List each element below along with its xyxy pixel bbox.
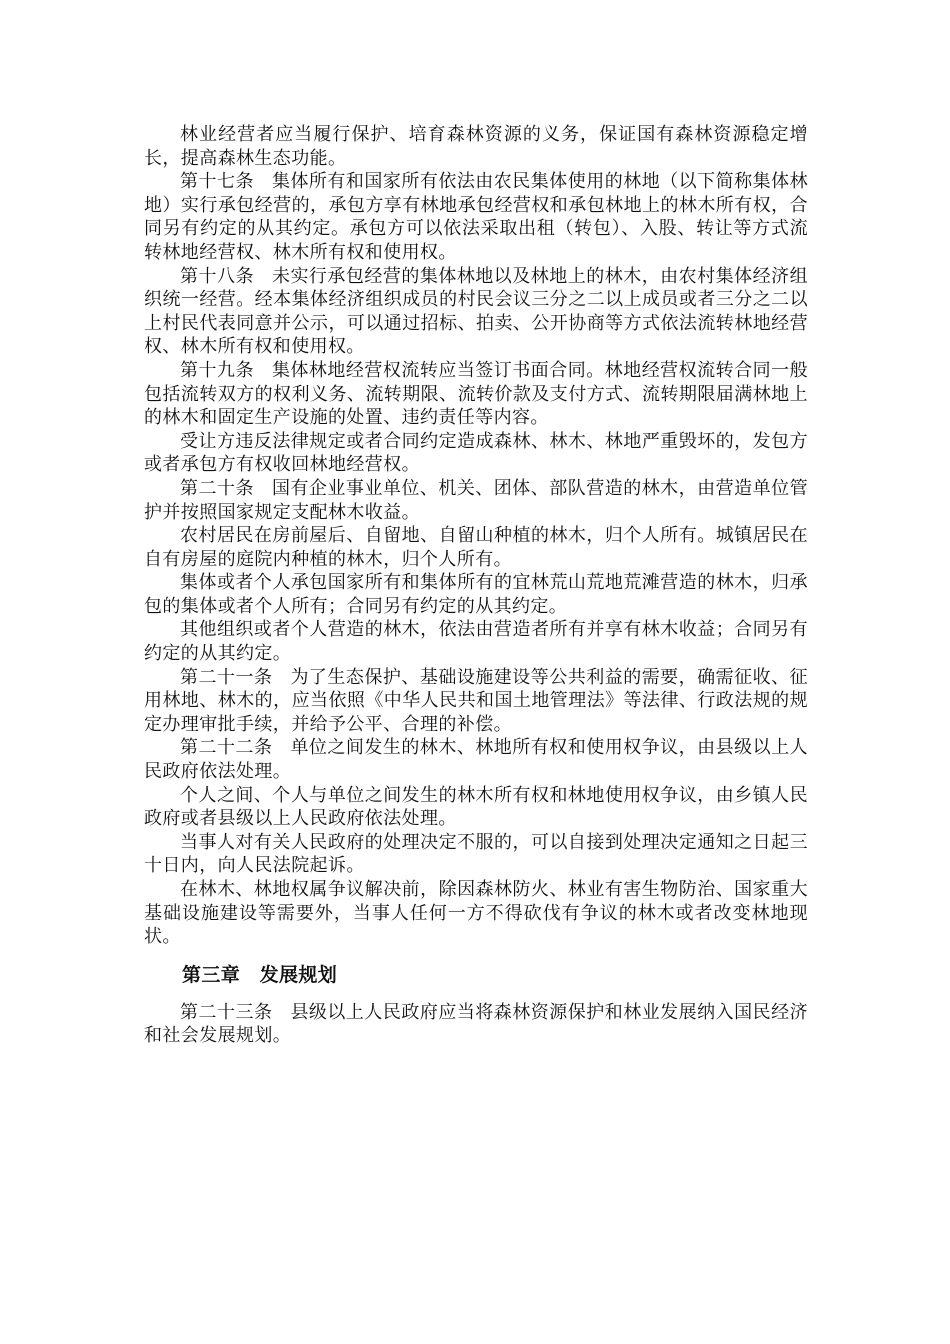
paragraph: [144, 265, 808, 359]
paragraph: [144, 878, 808, 949]
chapter-heading: 第三章 发展规划: [182, 963, 338, 986]
paragraph-text: 其他组织或者个人营造的林木，依法由营造者所有并享有林木收益；合同另有约定的从其约定。: [144, 619, 808, 665]
article-label: 第十八条: [180, 265, 254, 287]
paragraph-text: 林业经营者应当履行保护、培育森林资源的义务，保证国有森林资源稳定增长，提高森林生态功能。: [144, 124, 808, 169]
document-page: [144, 123, 808, 1048]
paragraph-text: 集体所有和国家所有依法由农民集体使用的林地（以下简称集体林地）实行承包经营的，承包方享有林地承包经营权和承包林地上的林木所有权，合同另有约定的从其约定。承包方可以依法采取出租（转包）、入股、转让等方式流转林地经营权、林木所有权和使用权。: [144, 171, 808, 263]
article-label: 第二十一条: [180, 666, 273, 688]
paragraph-text: 集体林地经营权流转应当签订书面合同。林地经营权流转合同一般包括流转双方的权利义务、流转期限、流转价款及支付方式、流转期限届满林地上的林木和固定生产设施的处置、违约责任等内容。: [144, 359, 808, 429]
paragraph: [144, 524, 808, 571]
paragraph: [144, 123, 808, 170]
paragraph-text: 个人之间、个人与单位之间发生的林木所有权和林地使用权争议，由乡镇人民政府或者县级以上人民政府依法处理。: [144, 784, 808, 830]
paragraph: [144, 831, 808, 878]
section-after: [144, 1001, 808, 1048]
paragraph-text: 农村居民在房前屋后、自留地、自留山种植的林木，归个人所有。城镇居民在自有房屋的庭院内种植的林木，归个人所有。: [144, 525, 808, 570]
paragraph: [144, 736, 808, 783]
paragraph-text: 在林木、林地权属争议解决前，除因森林防火、林业有害生物防治、国家重大基础设施建设等需要外，当事人任何一方不得砍伐有争议的林木或者改变林地现状。: [144, 879, 808, 948]
article-label: 第二十三条: [180, 1001, 273, 1023]
paragraph-text: 单位之间发生的林木、林地所有权和使用权争议，由县级以上人民政府依法处理。: [144, 737, 808, 783]
paragraph-text: 国有企业事业单位、机关、团体、部队营造的林木，由营造单位管护并按照国家规定支配林木收益。: [144, 477, 808, 523]
paragraph-text: 未实行承包经营的集体林地以及林地上的林木，由农村集体经济组织统一经营。经本集体经济组织成员的村民会议三分之二以上成员或者三分之二以上村民代表同意并公示，可以通过招标、拍卖、公开协商等方式依法流转林地经营权、林木所有权和使用权。: [144, 265, 808, 358]
paragraph-text: 县级以上人民政府应当将森林资源保护和林业发展纳入国民经济和社会发展规划。: [144, 1001, 808, 1047]
paragraph: [144, 666, 808, 737]
paragraph: [144, 359, 808, 430]
paragraph: [144, 170, 808, 264]
paragraph-text: 受让方违反法律规定或者合同约定造成森林、林木、林地严重毁坏的，发包方或者承包方有权收回林地经营权。: [144, 430, 808, 476]
paragraph: [144, 784, 808, 831]
paragraph: [144, 571, 808, 618]
paragraph: [144, 430, 808, 477]
paragraph: [144, 477, 808, 524]
section-before: [144, 123, 808, 949]
article-label: 第二十二条: [180, 737, 273, 759]
article-label: 第十七条: [180, 171, 254, 193]
paragraph-text: 为了生态保护、基础设施建设等公共利益的需要，确需征收、征用林地、林木的，应当依照《中华人民共和国土地管理法》等法律、行政法规的规定办理审批手续，并给予公平、合理的补偿。: [144, 666, 808, 735]
paragraph: [144, 1001, 808, 1048]
paragraph-text: 当事人对有关人民政府的处理决定不服的，可以自接到处理决定通知之日起三十日内，向人民法院起诉。: [144, 831, 808, 877]
paragraph: [144, 618, 808, 665]
article-label: 第十九条: [180, 359, 254, 381]
article-label: 第二十条: [180, 477, 254, 499]
paragraph-text: 集体或者个人承包国家所有和集体所有的宜林荒山荒地荒滩营造的林木，归承包的集体或者个人所有；合同另有约定的从其约定。: [144, 572, 808, 617]
